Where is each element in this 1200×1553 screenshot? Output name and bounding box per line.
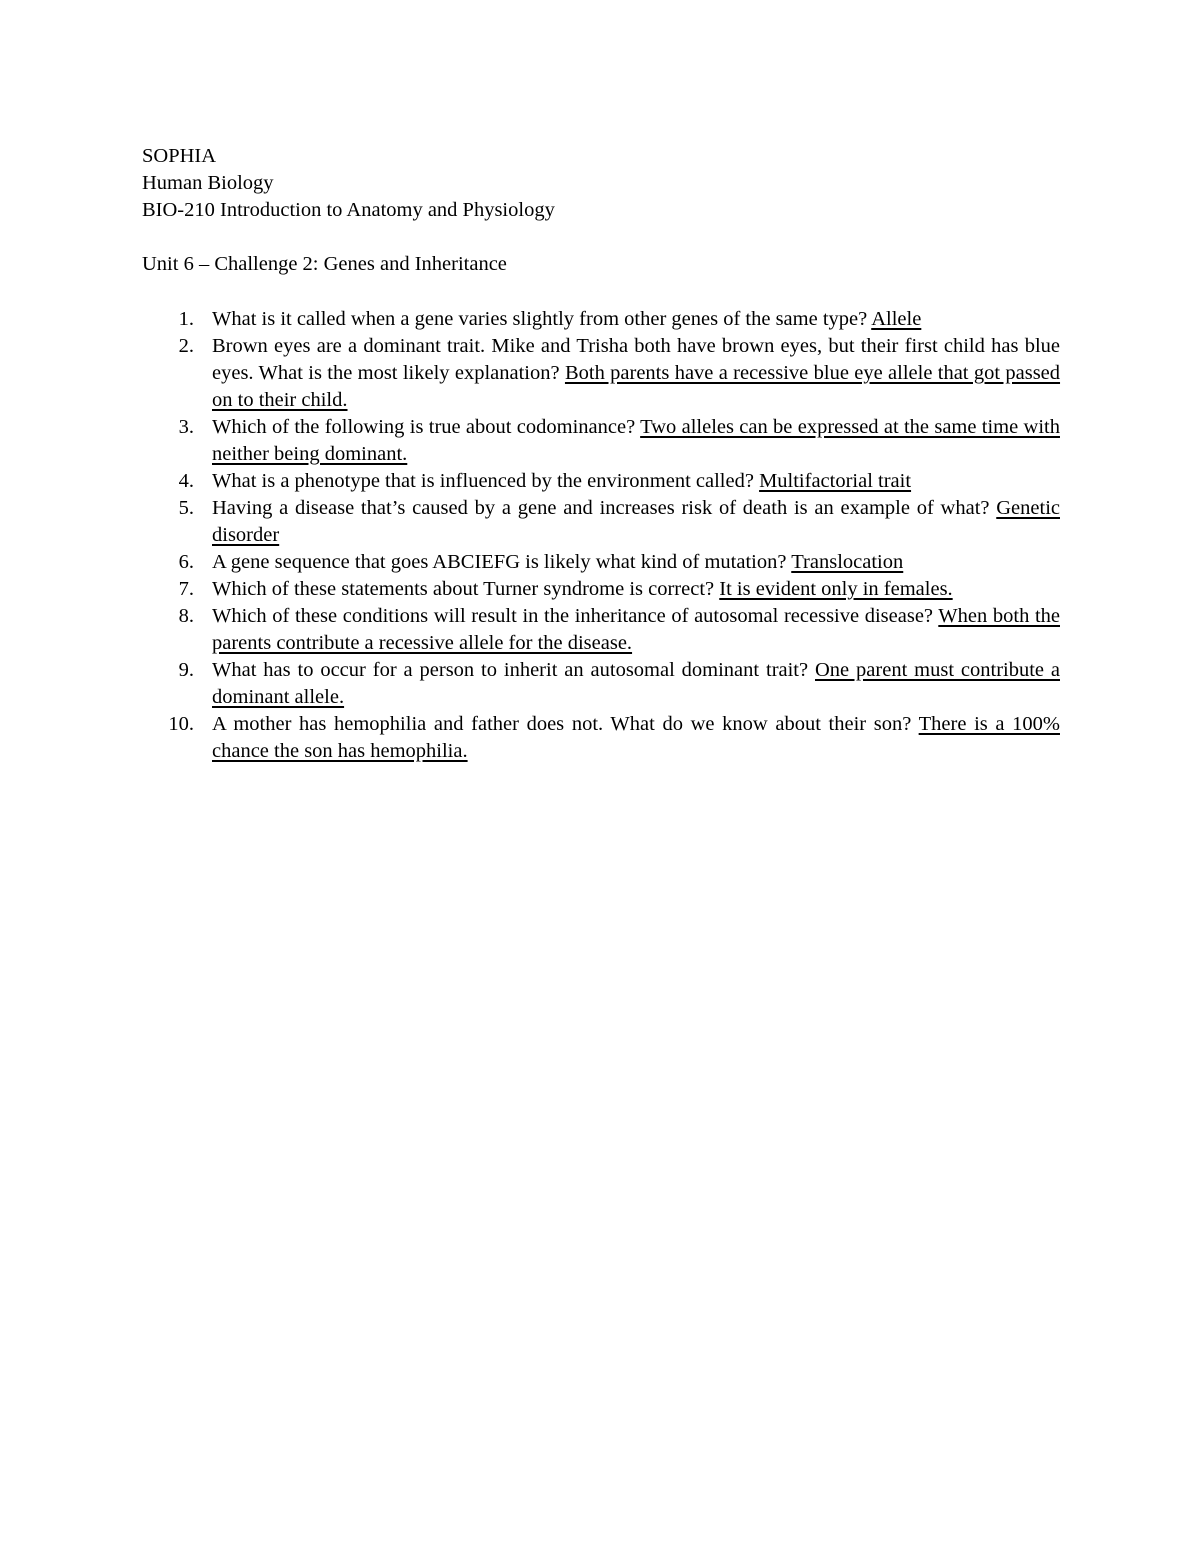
- question-item: [142, 495, 1060, 549]
- question-item: [142, 549, 1060, 576]
- question-text: Brown eyes are a dominant trait. Mike and Trisha both have brown eyes, but their first child has blue eyes. What is the most likely explanation?: [212, 335, 1060, 384]
- question-number: 9.: [178, 659, 194, 681]
- question-text: What is it called when a gene varies slightly from other genes of the same type?: [212, 308, 868, 330]
- question-text: A gene sequence that goes ABCIEFG is likely what kind of mutation?: [212, 551, 787, 573]
- question-text: Which of the following is true about codominance?: [212, 416, 636, 438]
- answer-text: When both the parents contribute a recessive allele for the disease.: [212, 605, 1060, 654]
- answer-text: Genetic disorder: [212, 497, 1060, 546]
- question-text: Having a disease that’s caused by a gene and increases risk of death is an example of what?: [212, 497, 990, 519]
- question-text: Which of these conditions will result in the inheritance of autosomal recessive disease?: [212, 605, 934, 627]
- question-item: [142, 657, 1060, 711]
- question-item: [142, 333, 1060, 414]
- unit-title: Unit 6 – Challenge 2: Genes and Inheritance: [142, 253, 507, 275]
- question-text: What has to occur for a person to inherit an autosomal dominant trait?: [212, 659, 809, 681]
- answer-text: It is evident only in females.: [719, 578, 953, 600]
- question-number: 10.: [168, 713, 194, 735]
- question-text: A mother has hemophilia and father does not. What do we know about their son?: [212, 713, 912, 735]
- question-number: 2.: [178, 335, 194, 357]
- question-list: [142, 306, 1060, 765]
- question-number: 4.: [178, 470, 194, 492]
- answer-text: One parent must contribute a dominant allele.: [212, 659, 1060, 708]
- student-name: SOPHIA: [142, 145, 217, 167]
- question-number: 5.: [178, 497, 194, 519]
- question-number: 6.: [178, 551, 194, 573]
- question-number: 8.: [178, 605, 194, 627]
- question-number: 7.: [178, 578, 194, 600]
- question-number: 1.: [178, 308, 194, 330]
- question-text: What is a phenotype that is influenced by the environment called?: [212, 470, 754, 492]
- answer-text: Two alleles can be expressed at the same time with neither being dominant.: [212, 416, 1060, 465]
- question-item: [142, 711, 1060, 765]
- question-item: [142, 468, 1060, 495]
- answer-text: There is a 100% chance the son has hemophilia.: [212, 713, 1060, 762]
- answer-text: Multifactorial trait: [759, 470, 912, 492]
- question-item: [142, 603, 1060, 657]
- course-title: BIO-210 Introduction to Anatomy and Physiology: [142, 199, 555, 221]
- question-item: [142, 414, 1060, 468]
- question-item: [142, 576, 1060, 603]
- question-item: [142, 306, 1060, 333]
- subject-title: Human Biology: [142, 172, 274, 194]
- answer-text: Translocation: [791, 551, 904, 573]
- document-header: [142, 143, 1062, 224]
- question-text: Which of these statements about Turner syndrome is correct?: [212, 578, 715, 600]
- answer-text: Allele: [871, 308, 922, 330]
- question-number: 3.: [178, 416, 194, 438]
- answer-text: Both parents have a recessive blue eye allele that got passed on to their child.: [212, 362, 1061, 411]
